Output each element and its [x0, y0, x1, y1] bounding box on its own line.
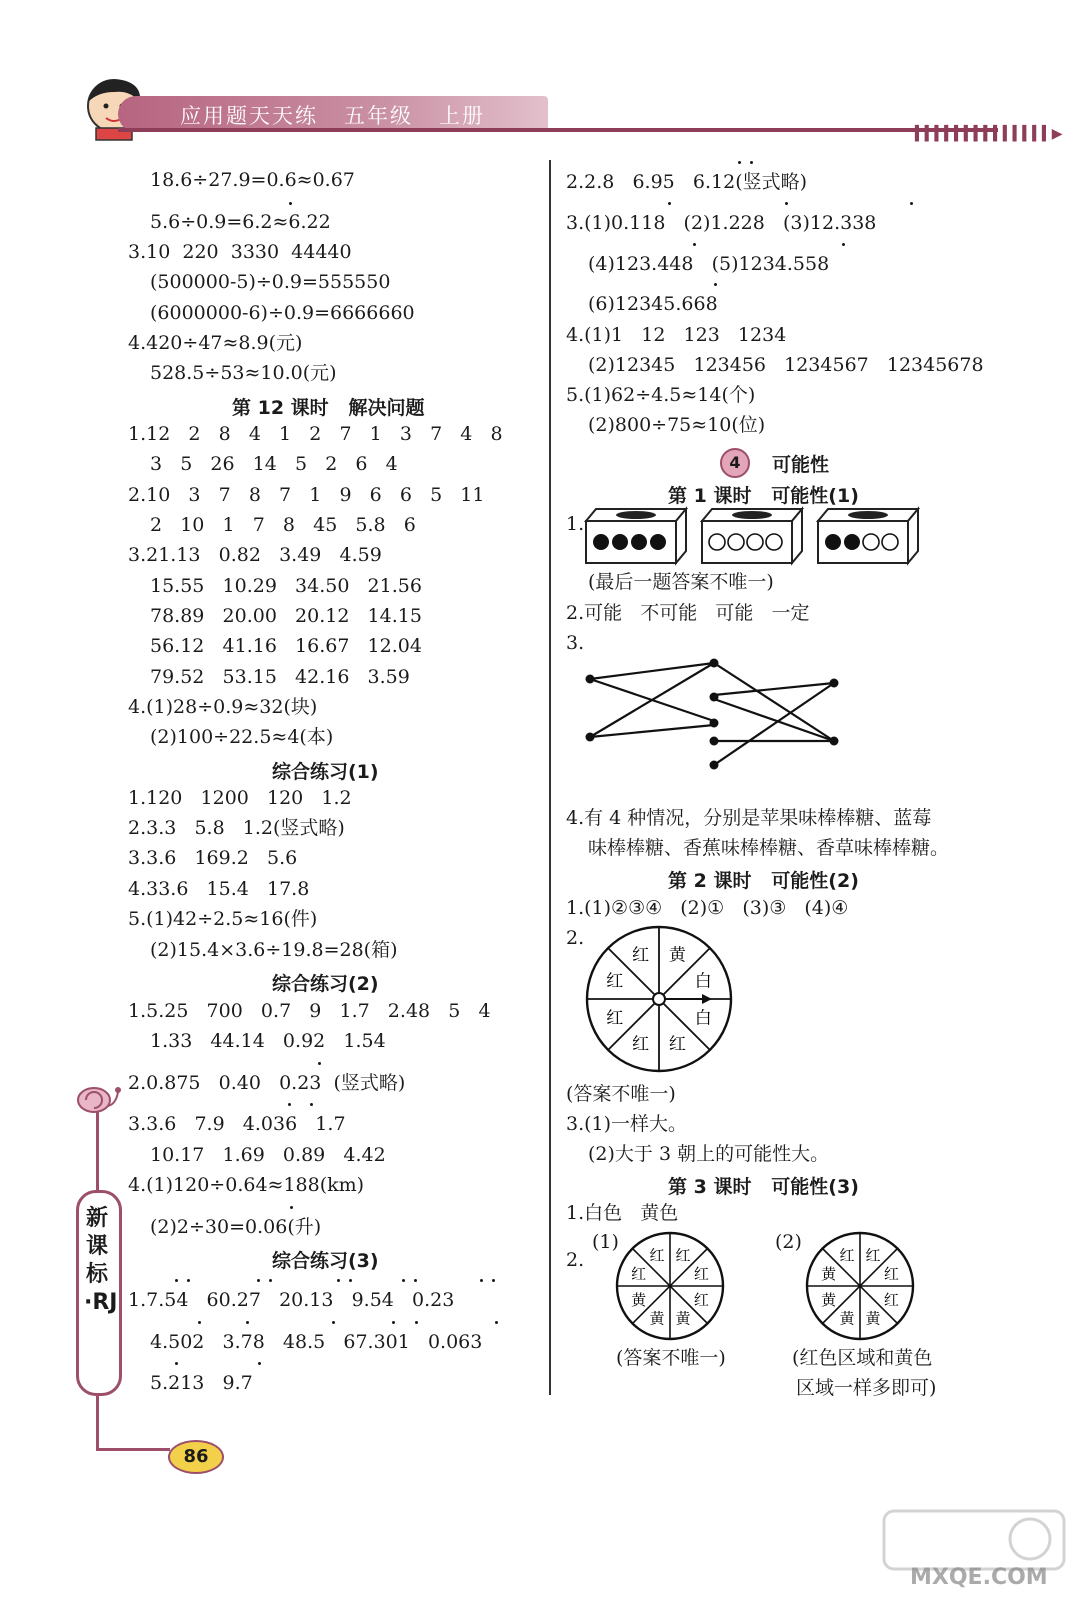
ball-box-diagram	[584, 505, 934, 567]
answer-line: 3 5 26 14 5 2 6 4	[150, 453, 398, 475]
repeating-dot	[750, 161, 753, 164]
answer-line: 3.21.13 0.82 3.49 4.59	[128, 544, 382, 566]
answer-line: 4.33.6 15.4 17.8	[128, 878, 310, 900]
answer-line: 1.12 2 8 4 1 2 7 1 3 7 4 8	[128, 423, 503, 445]
repeating-dot	[175, 1279, 178, 1282]
column-divider	[549, 160, 551, 1395]
sector-label: 黄	[865, 1309, 881, 1328]
answer-line: (答案不唯一)	[616, 1347, 726, 1369]
answer-line: (红色区域和黄色	[792, 1347, 933, 1369]
repeating-dot	[693, 243, 696, 246]
answer-line: 4.(1)28÷0.9≈32(块)	[128, 696, 318, 718]
answer-line: 1.33 44.14 0.92 1.54	[150, 1030, 386, 1052]
answer-line: 528.5÷53≈10.0(元)	[150, 362, 337, 384]
spinner-diagram	[584, 924, 734, 1074]
repeating-dot	[187, 1279, 190, 1282]
repeating-dot	[257, 1279, 260, 1282]
answer-line: (2)15.4×3.6÷19.8=28(箱)	[150, 939, 398, 961]
answer-line: 4.420÷47≈8.9(元)	[128, 332, 303, 354]
section-heading: 第 12 课时 解决问题	[232, 397, 425, 419]
repeating-dot	[310, 1103, 313, 1106]
answer-line: 3.3.6 169.2 5.6	[128, 847, 298, 869]
answer-line: (4)123.448 (5)1234.558	[588, 253, 830, 275]
unit-title: 可能性	[772, 454, 830, 476]
answer-line: 3.(1)一样大。	[566, 1113, 688, 1135]
answer-line: (2)大于 3 朝上的可能性大。	[588, 1143, 830, 1165]
answer-line: 15.55 10.29 34.50 21.56	[150, 575, 422, 597]
answer-line: 2.3.3 5.8 1.2(竖式略)	[128, 817, 345, 839]
repeating-dot	[269, 1279, 272, 1282]
matching-diagram	[580, 655, 850, 775]
spinner-diagram	[804, 1230, 916, 1342]
answer-line: 1.7.54 60.27 20.13 9.54 0.23	[128, 1289, 455, 1311]
answer-line: 区域一样多即可)	[796, 1377, 937, 1399]
repeating-dot	[337, 1279, 340, 1282]
answer-line: 3.(1)0.118 (2)1.228 (3)12.338	[566, 212, 877, 234]
unit-badge	[720, 448, 750, 478]
answer-line: 2 10 1 7 8 45 5.8 6	[150, 514, 416, 536]
sector-label: 红	[632, 945, 650, 966]
answer-line: 4.有 4 种情况，分别是苹果味棒棒糖、蓝莓	[566, 807, 932, 829]
answer-line: 5.(1)42÷2.5≈16(件)	[128, 908, 318, 930]
answer-line: (6000000-6)÷0.9=6666660	[150, 302, 415, 324]
answer-line: 1.5.25 700 0.7 9 1.7 2.48 5 4	[128, 1000, 491, 1022]
arrow-icon: ▍▍▍▍▍▍▍▍▍▍▍▍▍▍▶	[915, 126, 1062, 142]
repeating-dot	[738, 161, 741, 164]
repeating-dot	[258, 1362, 261, 1365]
answer-line: 56.12 41.16 16.67 12.04	[150, 635, 422, 657]
repeating-dot	[414, 1279, 417, 1282]
sector-label: 黄	[649, 1309, 665, 1328]
answer-line: 4.502 3.78 48.5 67.301 0.063	[150, 1331, 483, 1353]
section-heading: 第 2 课时 可能性(2)	[668, 870, 859, 892]
spinner-diagram	[614, 1230, 726, 1342]
repeating-dot	[402, 1279, 405, 1282]
answer-line: (2)100÷22.5≈4(本)	[150, 726, 334, 748]
answer-line: 5.6÷0.9=6.2≈6.22	[150, 211, 331, 233]
answer-line: 18.6÷27.9=0.6≈0.67	[150, 169, 355, 191]
answer-line: 2.	[566, 927, 585, 949]
unit-number: 4	[729, 453, 741, 472]
answer-line: 2.2.8 6.95 6.12(竖式略)	[566, 171, 808, 193]
answer-line: 4.(1)1 12 123 1234	[566, 324, 787, 346]
side-label: 新课标·RJ	[84, 1206, 118, 1315]
sector-label: 红	[649, 1246, 665, 1265]
answer-line: (1)	[592, 1231, 619, 1253]
answer-line: 78.89 20.00 20.12 14.15	[150, 605, 422, 627]
answer-line: 2.10 3 7 8 7 1 9 6 6 5 11	[128, 484, 485, 506]
sector-label: 红	[883, 1291, 899, 1309]
sector-label: 红	[675, 1246, 691, 1265]
answer-line: (2)2÷30=0.06(升)	[150, 1216, 322, 1238]
repeating-dot	[495, 1321, 498, 1324]
answer-line: 10.17 1.69 0.89 4.42	[150, 1144, 386, 1166]
repeating-dot	[198, 1321, 201, 1324]
answer-line: (2)	[775, 1231, 802, 1253]
answer-line: 4.(1)120÷0.64≈188(km)	[128, 1174, 365, 1196]
answer-line: 2.0.875 0.40 0.23 (竖式略)	[128, 1072, 406, 1094]
answer-line: 5.213 9.7	[150, 1372, 253, 1394]
ball-box-3	[818, 509, 918, 563]
repeating-dot	[289, 202, 292, 205]
answer-line: 3.10 220 3330 44440	[128, 241, 352, 263]
sector-label: 黄	[839, 1309, 855, 1328]
watermark-url: MXQE.COM	[910, 1565, 1048, 1590]
section-heading: 第 1 课时 可能性(1)	[668, 485, 859, 507]
answer-line: (2)800÷75≈10(位)	[588, 414, 766, 436]
repeating-dot	[668, 202, 671, 205]
repeating-dot	[910, 202, 913, 205]
sector-label: 红	[839, 1246, 855, 1265]
sector-label: 白	[694, 971, 712, 992]
repeating-dot	[246, 1321, 249, 1324]
repeating-dot	[288, 1103, 291, 1106]
header-rule	[118, 128, 998, 132]
repeating-dot	[785, 202, 788, 205]
repeating-dot	[492, 1279, 495, 1282]
sector-label: 黄	[821, 1291, 837, 1309]
repeating-dot	[415, 1321, 418, 1324]
snail-icon	[72, 1080, 124, 1114]
answer-line: 1.白色 黄色	[566, 1202, 679, 1224]
section-heading: 综合练习(2)	[272, 973, 379, 995]
sector-label: 黄	[675, 1309, 691, 1328]
section-heading: 第 3 课时 可能性(3)	[668, 1176, 859, 1198]
answer-line: (500000-5)÷0.9=555550	[150, 271, 391, 293]
section-heading: 综合练习(3)	[272, 1250, 379, 1272]
answer-line: 2.可能 不可能 可能 一定	[566, 602, 810, 624]
sector-label: 红	[606, 1008, 624, 1029]
sector-label: 红	[693, 1265, 709, 1283]
answer-line: 3.3.6 7.9 4.036 1.7	[128, 1113, 346, 1135]
book-title: 应用题天天练 五年级 上册	[180, 104, 486, 128]
section-heading: 综合练习(1)	[272, 761, 379, 783]
answer-line: 3.	[566, 632, 585, 654]
answer-line: 79.52 53.15 42.16 3.59	[150, 666, 410, 688]
repeating-dot	[842, 243, 845, 246]
repeating-dot	[480, 1279, 483, 1282]
sector-label: 黄	[668, 945, 686, 966]
sector-label: 红	[693, 1291, 709, 1309]
page-number: 86	[168, 1440, 224, 1474]
repeating-dot	[332, 1321, 335, 1324]
answer-line: 5.(1)62÷4.5≈14(个)	[566, 384, 756, 406]
sector-label: 红	[865, 1246, 881, 1265]
sector-label: 黄	[631, 1291, 647, 1309]
answer-line: 1.120 1200 120 1.2	[128, 787, 352, 809]
answer-line: (6)12345.668	[588, 293, 718, 315]
repeating-dot	[392, 1321, 395, 1324]
repeating-dot	[318, 1062, 321, 1065]
answer-line: 味棒棒糖、香蕉味棒棒糖、香草味棒棒糖。	[588, 837, 950, 859]
sector-label: 红	[631, 1265, 647, 1283]
repeating-dot	[175, 1362, 178, 1365]
answer-line: (2)12345 123456 1234567 12345678	[588, 354, 984, 376]
ball-box-1	[586, 509, 686, 563]
answer-line: (答案不唯一)	[566, 1083, 676, 1105]
repeating-dot	[290, 1206, 293, 1209]
sector-label: 红	[668, 1034, 686, 1055]
sector-label: 白	[694, 1008, 712, 1029]
sector-label: 黄	[821, 1265, 837, 1283]
sector-label: 红	[883, 1265, 899, 1283]
answer-line: 1.	[566, 513, 585, 535]
answer-line: (最后一题答案不唯一)	[588, 571, 774, 593]
repeating-dot	[349, 1279, 352, 1282]
answer-line: 1.(1)②③④ (2)① (3)③ (4)④	[566, 897, 849, 919]
rail-foot	[96, 1448, 170, 1451]
sector-label: 红	[632, 1034, 650, 1055]
sector-label: 红	[606, 971, 624, 992]
repeating-dot	[714, 283, 717, 286]
answer-line: 2.	[566, 1249, 585, 1271]
ball-box-2	[702, 509, 802, 563]
